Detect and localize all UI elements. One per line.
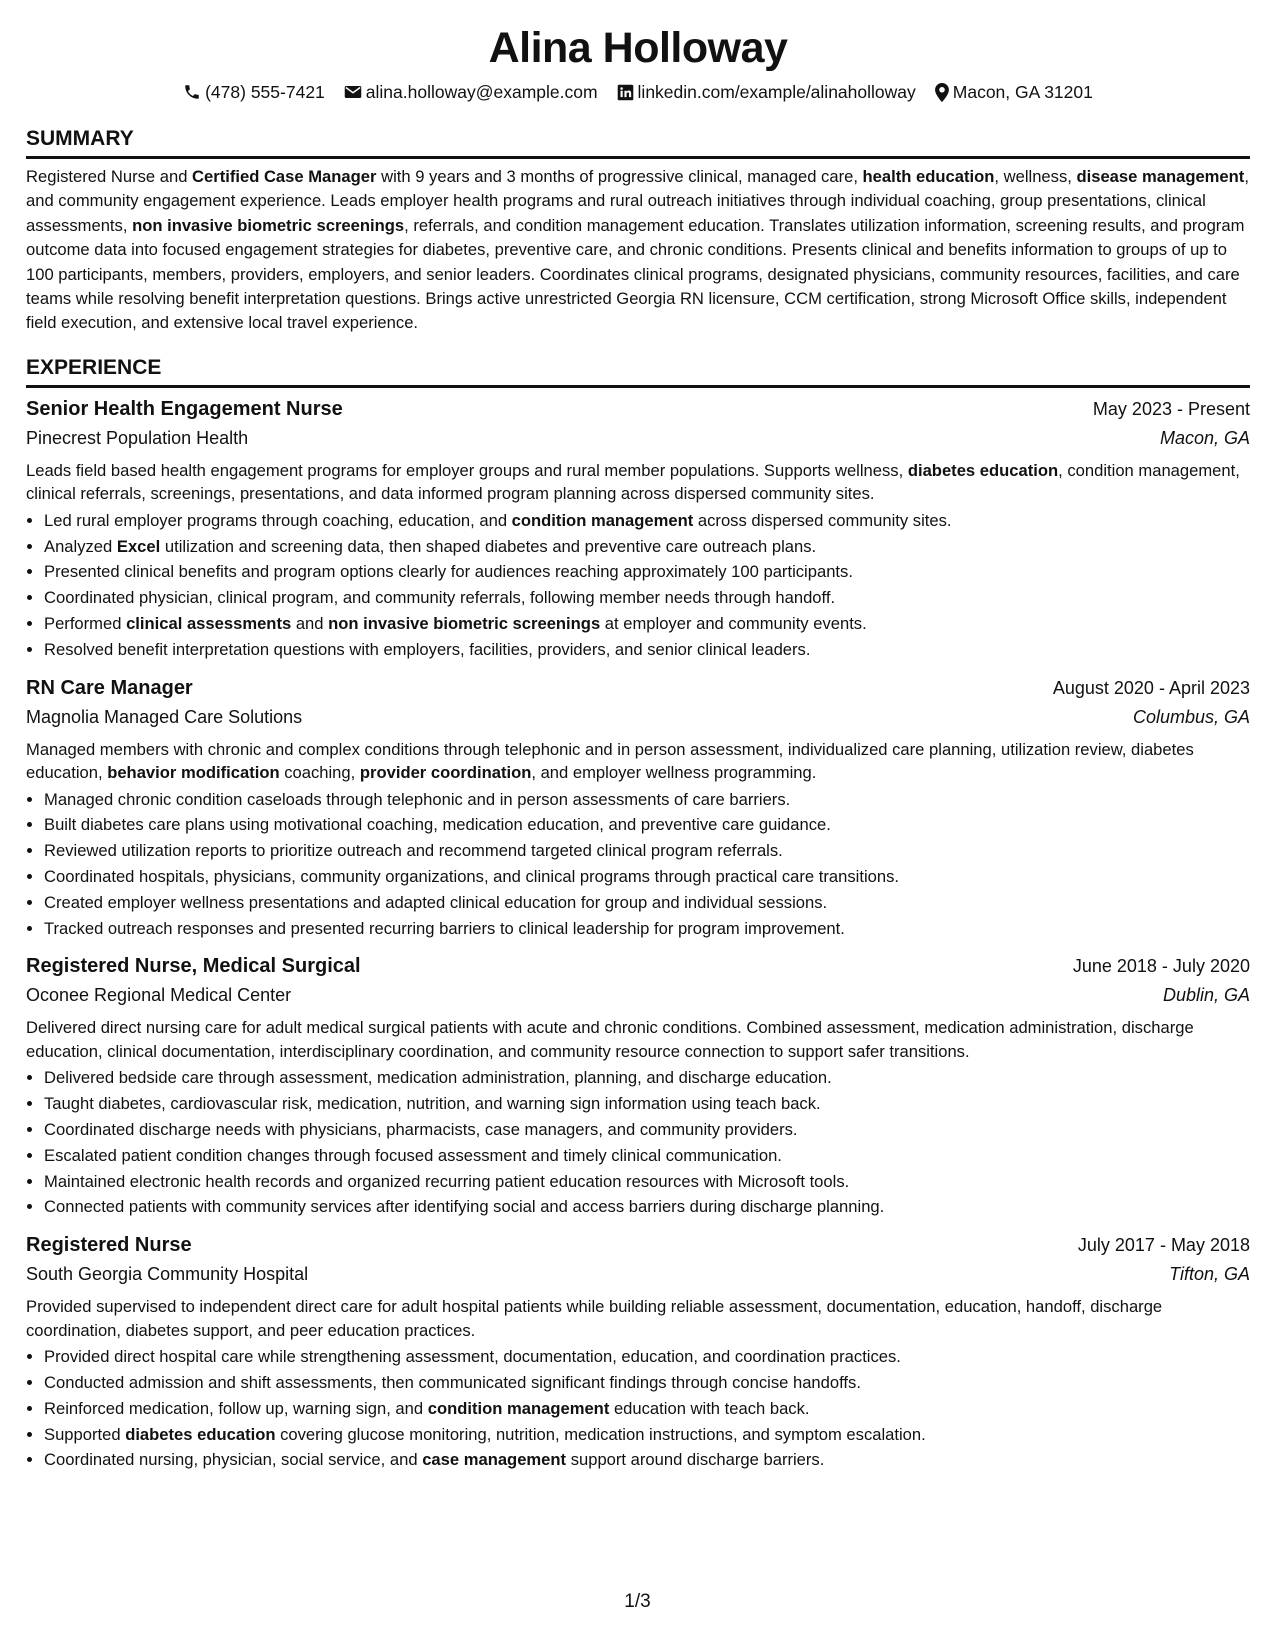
text-segment: with 9 years and 3 months of progressive clinical, managed care, xyxy=(376,167,863,186)
email-icon xyxy=(344,84,362,100)
contact-email xyxy=(344,80,598,104)
candidate-name: Alina Holloway xyxy=(488,24,788,72)
text-segment: Connected patients with community services after identifying social and access barriers during discharge planning. xyxy=(44,1197,885,1217)
list-item xyxy=(44,1169,1250,1195)
text-segment: Presented clinical benefits and program options clearly for audiences reaching approximately 100 participants. xyxy=(44,562,853,582)
bold-keyword: Certified Case Manager xyxy=(192,167,377,186)
text-segment: coaching, xyxy=(279,763,360,783)
location-pin-icon xyxy=(935,83,949,102)
list-item xyxy=(44,637,1250,663)
list-item xyxy=(44,787,1250,813)
list-item xyxy=(44,1422,1250,1448)
experience-section xyxy=(26,355,1250,1473)
job-header xyxy=(26,951,1250,981)
list-item xyxy=(44,1091,1250,1117)
job-entry xyxy=(26,673,1250,942)
job-description xyxy=(26,1016,1250,1063)
contact-email-text[interactable]: alina.holloway@example.com xyxy=(365,82,598,102)
list-item xyxy=(44,812,1250,838)
text-segment: Reviewed utilization reports to prioritize outreach and recommend targeted clinical program referrals. xyxy=(44,841,783,861)
bold-keyword: clinical assessments xyxy=(126,614,292,634)
job-title: Registered Nurse, Medical Surgical xyxy=(26,955,361,978)
bold-keyword: case management xyxy=(422,1450,567,1470)
list-item xyxy=(44,1065,1250,1091)
job-dates: July 2017 - May 2018 xyxy=(1077,1235,1250,1256)
list-item xyxy=(44,838,1250,864)
job-location: Tifton, GA xyxy=(1169,1264,1250,1285)
job-header xyxy=(26,394,1250,424)
job-description xyxy=(26,738,1250,785)
list-item xyxy=(44,1117,1250,1143)
summary-heading: SUMMARY xyxy=(26,126,1250,159)
text-segment: Provided direct hospital care while strengthening assessment, documentation, education, and coordination practices. xyxy=(44,1347,901,1367)
text-segment: Coordinated physician, clinical program, and community referrals, following member needs through handoff. xyxy=(44,588,836,608)
list-item xyxy=(44,1447,1250,1473)
text-segment: education with teach back. xyxy=(609,1398,810,1418)
job-company: Oconee Regional Medical Center xyxy=(26,985,292,1006)
phone-icon xyxy=(183,83,201,101)
job-subheader xyxy=(26,424,1250,452)
bold-keyword: disease management xyxy=(1076,167,1245,186)
text-segment: support around discharge barriers. xyxy=(566,1450,825,1470)
job-list xyxy=(26,394,1250,1473)
job-subheader xyxy=(26,981,1250,1009)
contact-phone-text[interactable]: (478) 555-7421 xyxy=(205,82,325,102)
list-item xyxy=(44,1344,1250,1370)
text-segment: Conducted admission and shift assessments, then communicated significant findings through concise handoffs. xyxy=(44,1372,861,1392)
list-item xyxy=(44,916,1250,942)
text-segment: , and community engagement experience. Leads employer health programs and rural outreach initiatives through individual coaching, group presentations, clinical assessments, xyxy=(26,167,1249,235)
resume-content xyxy=(26,20,1250,1473)
list-item xyxy=(44,1143,1250,1169)
job-dates: June 2018 - July 2020 xyxy=(1072,956,1250,977)
text-segment: , wellness, xyxy=(994,167,1077,186)
summary-text xyxy=(26,165,1250,336)
bold-keyword: non invasive biometric screenings xyxy=(132,215,405,235)
bold-keyword: behavior modification xyxy=(107,763,280,783)
bold-keyword: condition management xyxy=(427,1398,610,1418)
text-segment: Delivered direct nursing care for adult medical surgical patients with acute and chronic conditions. Combined assessment, medication administration, discharge education, clinical documentation, interdisciplinary coordination, and community resource connection to support safer transitions. xyxy=(26,1018,1194,1061)
bold-keyword: condition management xyxy=(511,510,694,530)
job-entry xyxy=(26,1230,1250,1473)
job-title: RN Care Manager xyxy=(26,676,193,699)
list-item xyxy=(44,559,1250,585)
text-segment: Coordinated discharge needs with physicians, pharmacists, case managers, and community providers. xyxy=(44,1120,798,1139)
contact-bar xyxy=(26,80,1250,104)
job-location: Macon, GA xyxy=(1159,427,1250,448)
text-segment: Managed chronic condition caseloads through telephonic and in person assessments of care barriers. xyxy=(44,789,791,809)
job-header xyxy=(26,673,1250,703)
job-subheader xyxy=(26,703,1250,731)
job-location: Columbus, GA xyxy=(1132,706,1250,727)
experience-heading: EXPERIENCE xyxy=(26,355,1250,388)
list-item xyxy=(44,534,1250,560)
bold-keyword: non invasive biometric screenings xyxy=(328,614,601,634)
job-dates: August 2020 - April 2023 xyxy=(1052,677,1250,698)
job-company: South Georgia Community Hospital xyxy=(26,1264,309,1285)
text-segment: Performed xyxy=(44,614,127,634)
page-number: 1/3 xyxy=(624,1591,651,1612)
list-item xyxy=(44,508,1250,534)
job-location: Dublin, GA xyxy=(1162,985,1250,1006)
contact-phone xyxy=(183,80,325,104)
bold-keyword: diabetes education xyxy=(907,460,1059,480)
text-segment: utilization and screening data, then shaped diabetes and preventive care outreach plans. xyxy=(160,536,817,556)
job-bullets xyxy=(26,1065,1250,1220)
text-segment: Supported xyxy=(44,1424,126,1444)
text-segment: and xyxy=(291,614,329,634)
bold-keyword: diabetes education xyxy=(125,1424,276,1444)
text-segment: Coordinated nursing, physician, social service, and xyxy=(44,1450,423,1470)
job-company: Pinecrest Population Health xyxy=(26,427,249,448)
contact-linkedin-text[interactable]: linkedin.com/example/alinaholloway xyxy=(637,82,916,102)
text-segment: Managed members with chronic and complex conditions through telephonic and in person assessment, individualized care planning, utilization review, diabetes education, xyxy=(26,739,1194,783)
job-company: Magnolia Managed Care Solutions xyxy=(26,706,303,727)
text-segment: Created employer wellness presentations and adapted clinical education for group and individual sessions. xyxy=(44,892,828,912)
text-segment: at employer and community events. xyxy=(600,614,867,634)
list-item xyxy=(44,1194,1250,1220)
text-segment: Taught diabetes, cardiovascular risk, medication, nutrition, and warning sign information using teach back. xyxy=(44,1094,821,1114)
text-segment: Led rural employer programs through coaching, education, and xyxy=(44,510,512,530)
bold-keyword: provider coordination xyxy=(359,763,532,783)
job-bullets xyxy=(26,787,1250,942)
contact-location-text: Macon, GA 31201 xyxy=(952,82,1093,102)
job-bullets xyxy=(26,508,1250,663)
text-segment: Analyzed xyxy=(44,536,117,556)
job-title: Senior Health Engagement Nurse xyxy=(26,397,343,420)
text-segment: Escalated patient condition changes through focused assessment and timely clinical communication. xyxy=(44,1145,782,1165)
text-segment: Provided supervised to independent direct care for adult hospital patients while building reliable assessment, documentation, education, handoff, discharge coordination, diabetes support, and peer education practices. xyxy=(26,1297,1163,1340)
text-segment: Registered Nurse and xyxy=(26,167,193,186)
job-subheader xyxy=(26,1260,1250,1288)
list-item xyxy=(44,864,1250,890)
bold-keyword: Excel xyxy=(116,536,161,556)
text-segment: across dispersed community sites. xyxy=(693,510,952,530)
text-segment: Reinforced medication, follow up, warning sign, and xyxy=(44,1398,428,1418)
contact-linkedin xyxy=(617,80,916,104)
text-segment: Coordinated hospitals, physicians, community organizations, and clinical programs through practical care transitions. xyxy=(44,867,899,887)
text-segment: , condition management, clinical referrals, screenings, presentations, and data informed program planning across dispersed community sites. xyxy=(26,460,1240,504)
job-entry xyxy=(26,951,1250,1220)
text-segment: covering glucose monitoring, nutrition, medication instructions, and symptom escalation. xyxy=(275,1424,926,1444)
text-segment: Leads field based health engagement programs for employer groups and rural member populations. Supports wellness, xyxy=(26,460,908,480)
bold-keyword: health education xyxy=(862,167,995,186)
list-item xyxy=(44,585,1250,611)
list-item xyxy=(44,611,1250,637)
job-description xyxy=(26,1295,1250,1342)
list-item xyxy=(44,1370,1250,1396)
job-header xyxy=(26,1230,1250,1260)
text-segment: , and employer wellness programming. xyxy=(531,763,817,783)
text-segment: , referrals, and condition management education. Translates utilization information, screening results, and program outcome data into focused engagement strategies for diabetes, preventive care, and chronic conditions. Presents clinical and benefits information to groups of up to 100 participants, members, providers, employers, and senior leaders. Coordinates clinical programs, designated physicians, community resources, facilities, and care teams while resolving benefit interpretation questions. Brings active unrestricted Georgia RN licensure, CCM certification, strong Microsoft Office skills, independent field execution, and extensive local travel experience. xyxy=(26,215,1245,333)
list-item xyxy=(44,1396,1250,1422)
text-segment: Maintained electronic health records and organized recurring patient education resources with Microsoft tools. xyxy=(44,1171,850,1191)
contact-location xyxy=(935,80,1093,104)
list-item xyxy=(44,890,1250,916)
text-segment: Tracked outreach responses and presented recurring barriers to clinical leadership for program improvement. xyxy=(44,918,845,938)
job-entry xyxy=(26,394,1250,663)
job-dates: May 2023 - Present xyxy=(1092,398,1250,419)
job-title: Registered Nurse xyxy=(26,1234,192,1257)
text-segment: Delivered bedside care through assessment, medication administration, planning, and discharge education. xyxy=(44,1068,832,1088)
text-segment: Resolved benefit interpretation questions with employers, facilities, providers, and senior clinical leaders. xyxy=(44,639,811,659)
text-segment: Built diabetes care plans using motivational coaching, medication education, and preventive care guidance. xyxy=(44,815,831,835)
job-bullets xyxy=(26,1344,1250,1473)
job-description xyxy=(26,459,1250,506)
summary-section xyxy=(26,126,1250,336)
linkedin-icon xyxy=(617,84,634,101)
